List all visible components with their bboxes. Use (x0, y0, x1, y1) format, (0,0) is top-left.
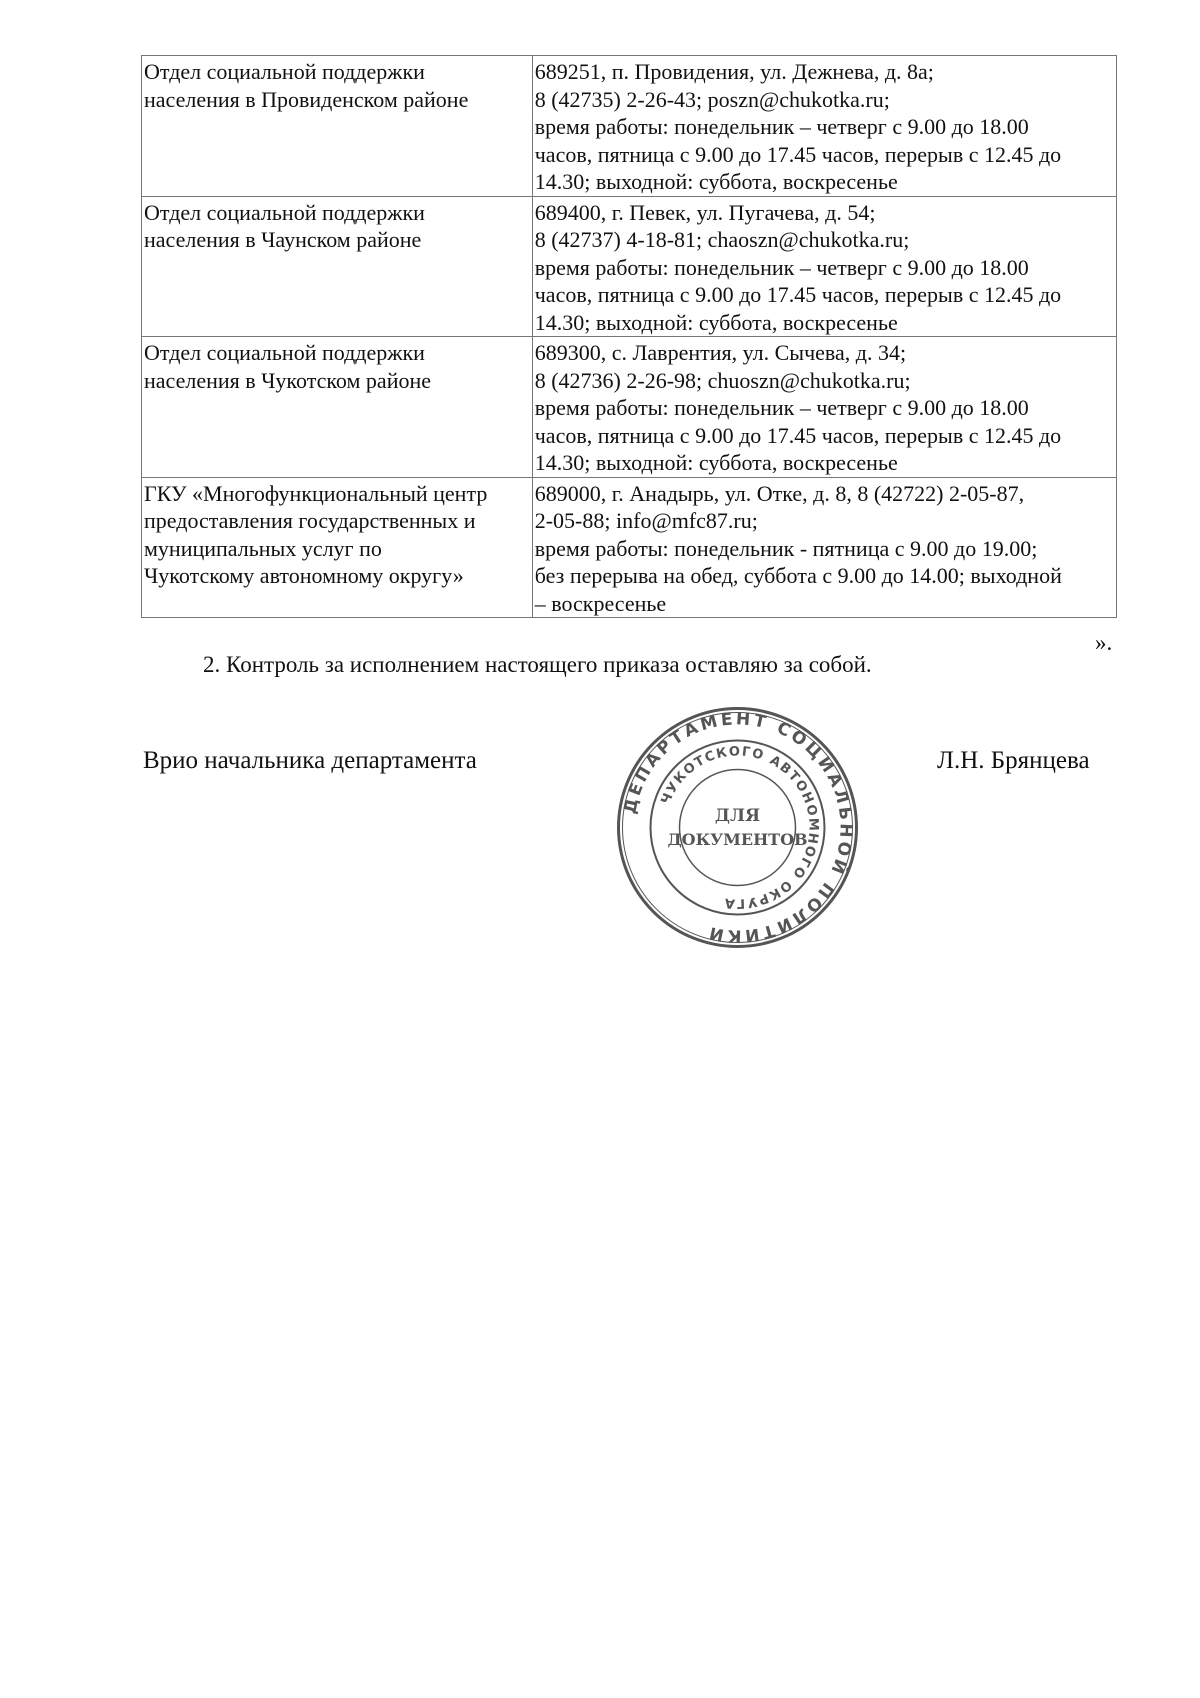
stamp-center-line-1: ДЛЯ (714, 806, 761, 826)
contact-info-line: время работы: понедельник – четверг с 9.00 до 18.00 (534, 114, 1029, 139)
table-row (142, 337, 1117, 478)
organization-cell (142, 196, 533, 337)
contact-info-line: – воскресенье (534, 590, 667, 616)
contact-info-cell (532, 337, 1116, 478)
contact-info-line: 14.30; выходной: суббота, воскресенье (534, 169, 898, 194)
official-stamp (615, 705, 860, 950)
contact-info-line: без перерыва на обед, суббота с 9.00 до 14.00; выходной (534, 563, 1062, 588)
contact-info-line: время работы: понедельник – четверг с 9.00 до 18.00 (534, 254, 1029, 280)
contact-info-line: 689400, г. Певек, ул. Пугачева, д. 54; (534, 199, 876, 225)
organization-name-line: муниципальных услуг по (144, 535, 382, 561)
table-row (142, 477, 1117, 618)
contact-info-line: 689000, г. Анадырь, ул. Отке, д. 8, 8 (42722) 2-05-87, (534, 480, 1025, 506)
contact-info-line: 14.30; выходной: суббота, воскресенье (534, 450, 898, 475)
contact-info-line: 689300, с. Лаврентия, ул. Сычева, д. 34; (534, 340, 907, 365)
organization-cell (142, 477, 533, 618)
contact-info-line: 8 (42735) 2-26-43; poszn@chukotka.ru; (534, 86, 890, 112)
contact-info-line: 2-05-88; info@mfc87.ru; (534, 508, 758, 533)
contact-info-line: 8 (42737) 4-18-81; chaoszn@chukotka.ru; (534, 227, 910, 252)
signatory-name: Л.Н. Брянцева (937, 747, 1090, 774)
contact-info-line: 14.30; выходной: суббота, воскресенье (534, 309, 898, 335)
stamp-outer-text: ДЕПАРТАМЕНТ СОЦИАЛЬНОЙ ПОЛИТИКИ (620, 709, 856, 946)
signatory-position: Врио начальника департамента (143, 747, 477, 774)
contact-info-line: часов, пятница с 9.00 до 17.45 часов, перерыв с 12.45 до (534, 282, 1062, 307)
stamp-center-line-2: ДОКУМЕНТОВ (667, 830, 808, 849)
organization-cell (142, 56, 533, 197)
table-row (142, 196, 1117, 337)
organization-name-line: Отдел социальной поддержки (144, 199, 425, 225)
organization-name-line: ГКУ «Многофункциональный центр (144, 480, 488, 506)
organization-cell (142, 337, 533, 478)
contact-info-line: часов, пятница с 9.00 до 17.45 часов, перерыв с 12.45 до (534, 422, 1062, 448)
order-paragraph-2: 2. Контроль за исполнением настоящего приказа оставляю за собой. (203, 652, 872, 677)
organization-name-line: населения в Чаунском районе (144, 227, 422, 252)
contacts-table (141, 55, 1117, 618)
contact-info-cell (532, 56, 1116, 197)
organization-name-line: Отдел социальной поддержки (144, 340, 425, 365)
contact-info-line: 8 (42736) 2-26-98; chuoszn@chukotka.ru; (534, 367, 911, 393)
contacts-table-body (142, 56, 1117, 618)
organization-name-line: Чукотскому автономному округу» (144, 563, 464, 588)
organization-name-line: населения в Чукотском районе (144, 367, 432, 393)
contact-info-cell (532, 196, 1116, 337)
contact-info-cell (532, 477, 1116, 618)
contact-info-line: время работы: понедельник – четверг с 9.00 до 18.00 (534, 395, 1029, 420)
closing-quote: ». (1095, 630, 1113, 655)
contact-info-line: часов, пятница с 9.00 до 17.45 часов, перерыв с 12.45 до (534, 141, 1062, 167)
organization-name-line: Отдел социальной поддержки (144, 59, 425, 84)
organization-name-line: населения в Провиденском районе (144, 86, 469, 112)
table-row (142, 56, 1117, 197)
contact-info-line: 689251, п. Провидения, ул. Дежнева, д. 8а; (534, 59, 934, 84)
stamp-inner-text: ЧУКОТСКОГО АВТОНОМНОГО ОКРУГА (658, 744, 821, 911)
organization-name-line: предоставления государственных и (144, 508, 476, 533)
contact-info-line: время работы: понедельник - пятница с 9.00 до 19.00; (534, 535, 1038, 561)
